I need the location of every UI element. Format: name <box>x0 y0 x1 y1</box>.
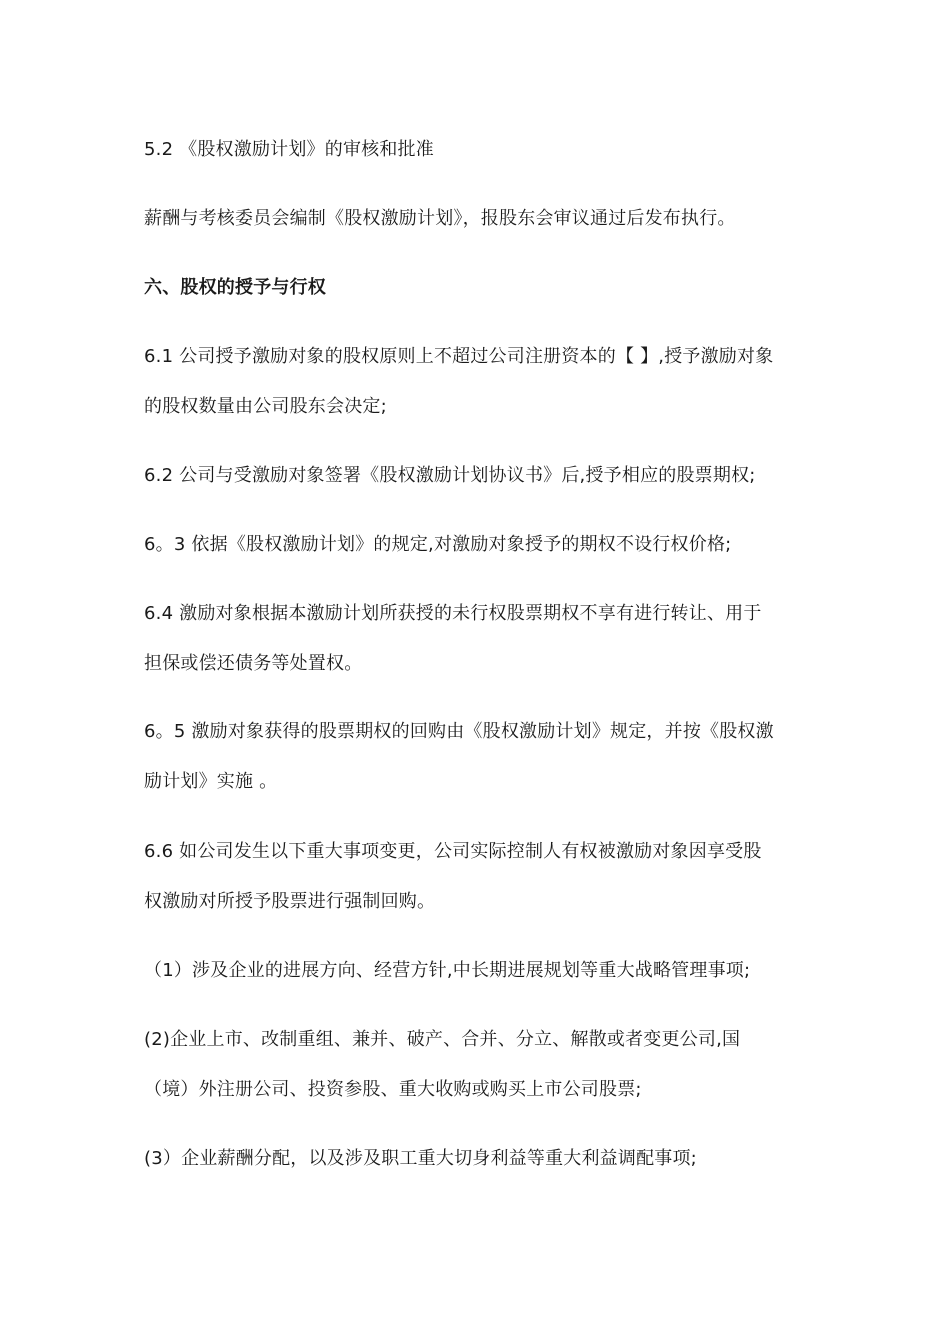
clause-6-3: 6。3 依据《股权激励计划》的规定,对激励对象授予的期权不设行权价格; <box>144 534 732 555</box>
clause-6-6-line-1: 6.6 如公司发生以下重大事项变更，公司实际控制人有权被激励对象因享受股 <box>144 841 762 862</box>
clause-6-2: 6.2 公司与受激励对象签署《股权激励计划协议书》后,授予相应的股票期权; <box>144 465 756 486</box>
clause-6-5-line-2: 励计划》实施 。 <box>144 771 278 792</box>
clause-6-6-line-2: 权激励对所授予股票进行强制回购。 <box>144 891 436 912</box>
item-3: (3）企业薪酬分配，以及涉及职工重大切身利益等重大利益调配事项; <box>144 1148 697 1169</box>
clause-6-5-line-1: 6。5 激励对象获得的股票期权的回购由《股权激励计划》规定，并按《股权激 <box>144 721 774 742</box>
item-1: （1）涉及企业的进展方向、经营方针,中长期进展规划等重大战略管理事项; <box>144 960 751 981</box>
clause-6-1-line-2: 的股权数量由公司股东会决定; <box>144 396 387 417</box>
section-5-2-title: 5.2 《股权激励计划》的审核和批准 <box>144 139 434 160</box>
clause-6-4-line-1: 6.4 激励对象根据本激励计划所获授的未行权股票期权不享有进行转让、用于 <box>144 603 762 624</box>
clause-6-1-line-1: 6.1 公司授予激励对象的股权原则上不超过公司注册资本的【 】,授予激励对象 <box>144 346 774 367</box>
section-6-heading: 六、股权的授予与行权 <box>144 277 326 298</box>
paragraph-5-2-body: 薪酬与考核委员会编制《股权激励计划》，报股东会审议通过后发布执行。 <box>144 208 736 229</box>
clause-6-4-line-2: 担保或偿还债务等处置权。 <box>144 653 363 674</box>
item-2-line-1: (2)企业上市、改制重组、兼并、破产、合并、分立、解散或者变更公司,国 <box>144 1029 741 1050</box>
item-2-line-2: （境）外注册公司、投资参股、重大收购或购买上市公司股票; <box>144 1079 642 1100</box>
